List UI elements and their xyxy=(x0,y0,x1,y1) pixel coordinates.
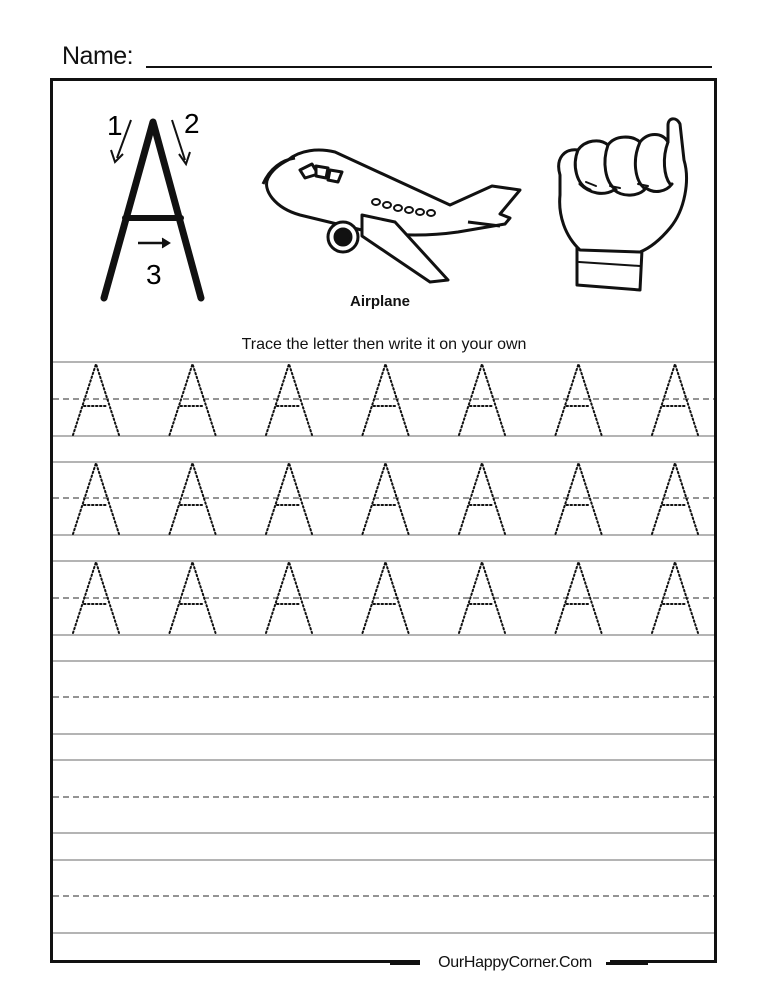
stroke-number-1: 1 xyxy=(107,110,123,141)
footer-divider-left-segment xyxy=(390,962,420,965)
tracing-row-3[interactable] xyxy=(53,561,714,635)
instruction-text: Trace the letter then write it on your own xyxy=(241,336,527,353)
practice-row-1[interactable] xyxy=(53,661,714,734)
practice-row-3[interactable] xyxy=(53,860,714,933)
footer xyxy=(420,951,610,975)
footer-divider-right xyxy=(606,962,648,965)
stroke-number-3: 3 xyxy=(146,259,162,290)
name-label: Name: xyxy=(62,42,134,70)
stroke-number-2: 2 xyxy=(184,108,200,139)
picture-label: Airplane xyxy=(349,293,410,310)
practice-row-2[interactable] xyxy=(53,760,714,833)
footer-site: OurHappyCorner.Com xyxy=(438,954,592,971)
tracing-row-2[interactable] xyxy=(53,462,714,535)
